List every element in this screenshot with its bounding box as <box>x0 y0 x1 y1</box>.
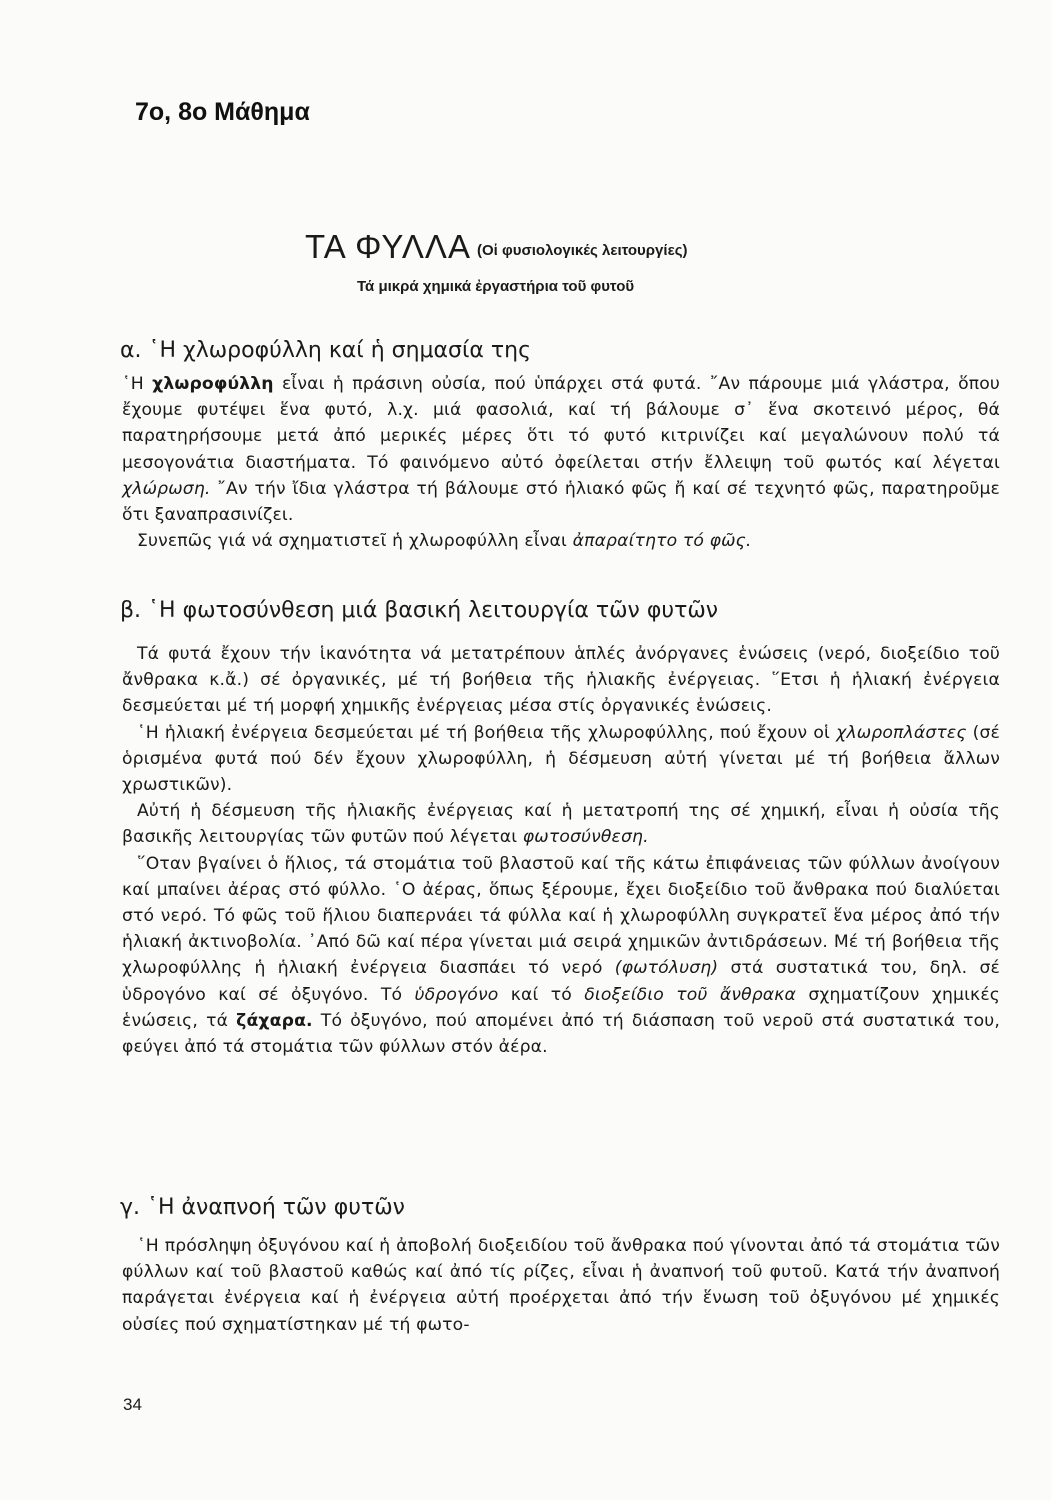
text-run: καί τό <box>498 984 585 1005</box>
section-body-c <box>122 1233 1000 1338</box>
bold-term: χλωροφύλλη <box>152 374 274 394</box>
section-heading-b: β. ῾Η φωτοσύνθεση μιά βασική λειτουργία τῶν φυτῶν <box>120 598 719 623</box>
page-subtitle: Τά μικρά χημικά ἐργαστήρια τοῦ φυτοῦ <box>357 278 635 295</box>
italic-term: χλώρωση. <box>122 478 211 499</box>
section-heading-a: α. ῾Η χλωροφύλλη καί ἡ σημασία της <box>120 338 532 363</box>
page-title: ΤΑ ΦΥΛΛΑ <box>305 228 471 265</box>
title-parenthetical: (Οἱ φυσιολογικές λειτουργίες) <box>477 242 688 259</box>
page-number: 34 <box>123 1395 142 1414</box>
italic-term: φωτοσύνθεση. <box>522 827 649 848</box>
text-run: ῾Η <box>122 374 153 394</box>
italic-term: διοξείδιο τοῦ ἄνθρακα <box>584 984 797 1005</box>
section-body-b <box>122 641 1000 1060</box>
section-heading-c: γ. ῾Η ἀναπνοή τῶν φυτῶν <box>120 1195 405 1220</box>
text-run: ῎Αν τήν ἴδια γλάστρα τή βάλουμε στό ἡλιακό φῶς ἤ καί σέ τεχνητό φῶς, παρατηροῦμε ὅτι ξαναπρασινίζει. <box>122 478 1000 526</box>
paragraph <box>122 371 1000 528</box>
title-line <box>305 228 687 266</box>
italic-term: ὑδρογόνο <box>414 984 499 1005</box>
paragraph: ῾Η πρόσληψη ὀξυγόνου καί ἡ ἀποβολή διοξειδίου τοῦ ἄνθρακα πού γίνονται ἀπό τά στομάτια τῶν φύλλων καί τοῦ βλαστοῦ καθώς καί ἀπό τίς ρίζες, εἶναι ἡ ἀναπνοή τοῦ φυτοῦ. Κατά τήν ἀναπνοή παράγεται ἐνέργεια καί ἡ ἐνέργεια αὐτή προέρχεται ἀπό τήν ἕνωση τοῦ ὀξυγόνου μέ χημικές οὐσίες πού σχηματίστηκαν μέ τή φωτο- <box>122 1236 1000 1335</box>
text-run: Συνεπῶς γιά νά σχηματιστεῖ ἡ χλωροφύλλη εἶναι <box>137 531 573 552</box>
text-run: (σέ ὁρισμένα φυτά πού δέν ἔχουν χλωροφύλλη, ἡ δέσμευση αὐτή γίνεται μέ τή βοήθεια ἄλλων χρωστικῶν). <box>122 722 1001 796</box>
paragraph <box>122 851 1000 1061</box>
text-run: ῞Οταν βγαίνει ὁ ἥλιος, τά στομάτια τοῦ βλαστοῦ καί τῆς κάτω ἐπιφάνειας τῶν φύλλων ἀνοίγουν καί μπαίνει ἀέρας στό φύλλο. ῾Ο ἀέρας, ὅπως ξέρουμε, ἔχει διοξείδιο τοῦ ἄνθρακα πού διαλύεται στό νερό. Τό φῶς τοῦ ἥλιου διαπερνάει τά φύλλα καί ἡ χλωροφύλλη συγκρατεῖ ἕνα μέρος ἀπό τήν ἡλιακή ἀκτινοβολία. ᾽Από δῶ καί πέρα γίνεται μιά σειρά χημικῶν ἀντιδράσεων. Μέ τή βοήθεια τῆς χλωροφύλλης ἡ ἡλιακή ἐνέργεια διασπάει τό νερό <box>122 853 1000 979</box>
text-run: ῾Η ἡλιακή ἐνέργεια δεσμεύεται μέ τή βοήθεια τῆς χλωροφύλλης, πού ἔχουν οἱ <box>137 722 837 743</box>
italic-term: χλωροπλάστες <box>836 722 967 743</box>
lesson-label: 7ο, 8ο Μάθημα <box>135 98 310 126</box>
text-run: στά συστατικά του, δηλ. σέ ὑδρογόνο καί σέ ὀξυγόνο. Τό <box>122 958 1000 1005</box>
text-run: εἶναι ἡ πράσινη οὐσία, πού ὑπάρχει στά φυτά. ῎Αν πάρουμε μιά γλάστρα, ὅπου ἔχουμε φυτέψει ἕνα φυτό, λ.χ. μιά φασολιά, καί τή βάλουμε σ᾽ ἕνα σκοτεινό μέρος, θά παρατηρήσουμε μετά ἀπό μερικές μέρες ὅτι τό φυτό κιτρινίζει καί μεγαλώνουν πολύ τά μεσογονάτια διαστήματα. Τό φαινόμενο αὐτό ὀφείλεται στήν ἔλλειψη τοῦ φωτός καί λέγεται <box>122 374 1000 473</box>
section-body-a <box>122 371 1000 554</box>
paragraph: Τά φυτά ἔχουν τήν ἱκανότητα νά μετατρέπουν ἁπλές ἀνόργανες ἑνώσεις (νερό, διοξείδιο τοῦ ἄνθρακα κ.ἄ.) σέ ὀργανικές, μέ τή βοήθεια τῆς ἡλιακῆς ἐνέργειας. ῞Ετσι ἡ ἡλιακή ἐνέργεια δεσμεύεται μέ τή μορφή χημικῆς ἐνέργειας μέσα στίς ὀργανικές ἑνώσεις. <box>122 644 1000 717</box>
text-run: Τό ὀξυγόνο, πού απομένει ἀπό τή διάσπαση τοῦ νεροῦ στά συστατικά του, φεύγει ἀπό τά στομάτια τῶν φύλλων στόν ἀέρα. <box>122 1010 1000 1058</box>
paragraph <box>122 720 1000 799</box>
italic-term: ἀπαραίτητο τό φῶς. <box>572 531 752 552</box>
text-run: Αὐτή ἡ δέσμευση τῆς ἡλιακῆς ἐνέργειας καί ἡ μετατροπή της σέ χημική, εἶναι ἡ οὐσία τῆς βασικῆς λειτουργίας τῶν φυτῶν πού λέγεται <box>122 801 1000 848</box>
bold-term: ζάχαρα. <box>236 1010 313 1031</box>
text-run: σχηματίζουν χημικές ἑνώσεις, τά <box>122 984 1001 1031</box>
italic-term: (φωτόλυση) <box>614 958 719 979</box>
paragraph <box>122 528 1000 554</box>
paragraph <box>122 798 1000 850</box>
